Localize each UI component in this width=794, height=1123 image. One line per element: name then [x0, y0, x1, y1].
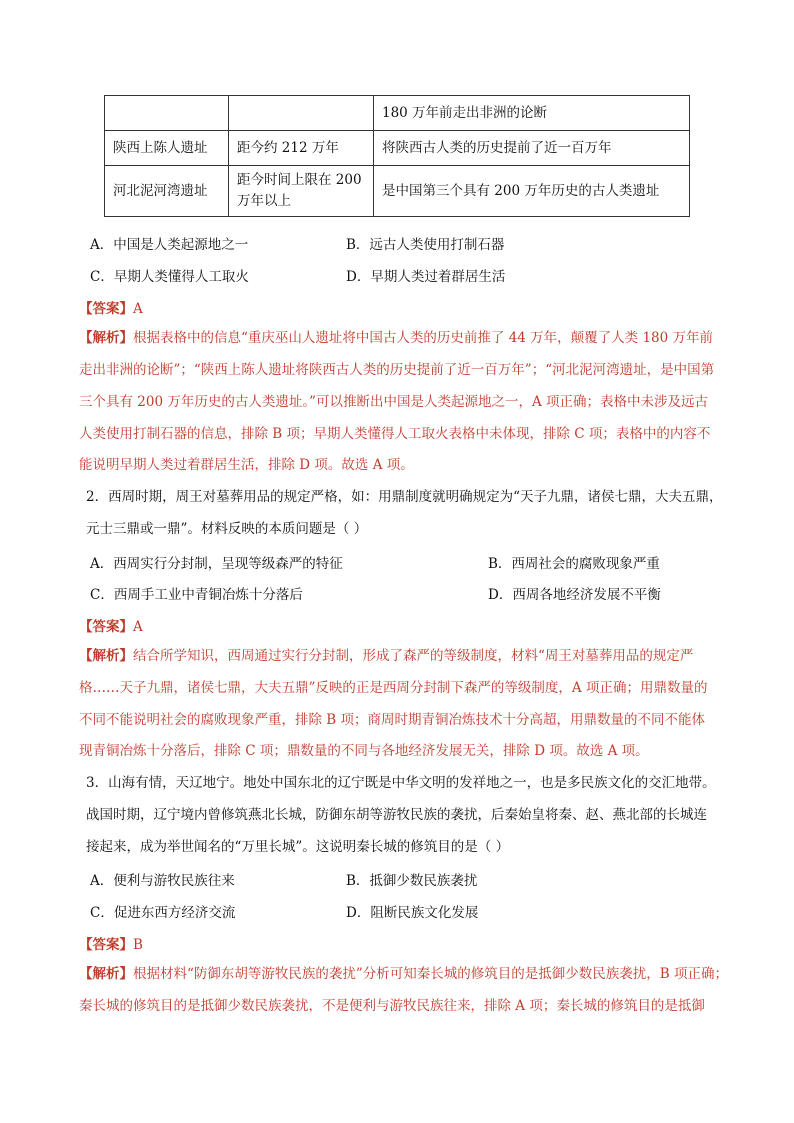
table-row — [105, 166, 690, 217]
q1-analysis-line: 人类使用打制石器的信息，排除 B 项；早期人类懂得人工取火表格中未体现，排除 C 项；表格中的内容不 — [79, 426, 711, 442]
analysis-tag: 【解析】 — [79, 966, 133, 982]
q2-analysis-line: 现青铜冶炼十分落后，排除 C 项；鼎数量的不同与各地经济发展无关，排除 D 项。故选 A 项。 — [79, 743, 649, 759]
table-row — [105, 96, 690, 131]
q3-analysis-line: 秦长城的修筑目的是抵御少数民族袭扰，不是便利与游牧民族往来，排除 A 项；秦长城的修筑目的是抵御 — [79, 998, 705, 1014]
q2-option-c: C．西周手工业中青铜冶炼十分落后 — [90, 587, 303, 603]
table-cell: 距今时间上限在 200 万年以上 — [229, 166, 374, 217]
table-cell: 180 万年前走出非洲的论断 — [374, 96, 690, 131]
q2-answer — [79, 615, 143, 635]
q3-stem-line: 接起来，成为举世闻名的“万里长城”。这说明秦长城的修筑目的是（ ） — [86, 839, 510, 855]
q1-analysis-line — [79, 328, 725, 349]
q3-answer — [79, 933, 143, 953]
answer-tag: 【答案】 — [79, 619, 133, 635]
q3-stem-line: 战国时期，辽宁境内曾修筑燕北长城，防御东胡等游牧民族的袭扰，后秦始皇将秦、赵、燕北部的长城连 — [86, 807, 707, 823]
table-cell — [105, 96, 229, 131]
q2-option-b: B．西周社会的腐败现象严重 — [488, 556, 660, 572]
answer-value: A — [133, 301, 143, 317]
q1-analysis-line: 能说明早期人类过着群居生活，排除 D 项。故选 A 项。 — [79, 457, 414, 473]
q1-option-c: C．早期人类懂得人工取火 — [90, 269, 249, 285]
table-cell: 陕西上陈人遗址 — [105, 131, 229, 166]
q3-option-b: B．抵御少数民族袭扰 — [346, 873, 478, 889]
analysis-tag: 【解析】 — [79, 648, 133, 664]
analysis-text: 结合所学知识，西周通过实行分封制，形成了森严的等级制度，材料“周王对墓葬用品的规定严 — [133, 648, 694, 664]
q2-analysis-line — [79, 646, 725, 667]
q1-option-b: B．远古人类使用打制石器 — [346, 237, 505, 253]
q2-analysis-line: 格……天子九鼎，诸侯七鼎，大夫五鼎”反映的正是西周分封制下森严的等级制度，A 项正确；用鼎数量的 — [79, 680, 708, 696]
q1-answer — [79, 297, 143, 317]
table-cell: 是中国第三个具有 200 万年历史的古人类遗址 — [374, 166, 690, 217]
q2-analysis-line: 不同不能说明社会的腐败现象严重，排除 B 项；商周时期青铜冶炼技术十分高超，用鼎数量的不同不能体 — [79, 712, 706, 728]
site-info-table — [104, 95, 690, 217]
q2-stem-line: 2．西周时期，周王对墓葬用品的规定严格，如：用鼎制度就明确规定为“天子九鼎，诸侯七鼎，大夫五鼎， — [86, 489, 723, 505]
q1-analysis-line: 三个具有 200 万年历史的古人类遗址。”可以推断出中国是人类起源地之一，A 项正确；表格中未涉及远古 — [79, 394, 709, 410]
q2-option-d: D．西周各地经济发展不平衡 — [488, 587, 661, 603]
q3-option-c: C．促进东西方经济交流 — [90, 905, 236, 921]
q2-stem-line: 元士三鼎或一鼎”。材料反映的本质问题是（ ） — [86, 521, 368, 537]
table-cell: 距今约 212 万年 — [229, 131, 374, 166]
table-row — [105, 131, 690, 166]
analysis-text: 根据材料“防御东胡等游牧民族的袭扰”分析可知秦长城的修筑目的是抵御少数民族袭扰，B 项正确； — [133, 966, 729, 982]
answer-tag: 【答案】 — [79, 937, 133, 953]
q3-stem-line: 3．山海有情，天辽地宁。地处中国东北的辽宁既是中华文明的发祥地之一，也是多民族文化的交汇地带。 — [86, 775, 716, 791]
table-cell: 将陕西古人类的历史提前了近一百万年 — [374, 131, 690, 166]
q1-option-a: A．中国是人类起源地之一 — [90, 237, 249, 253]
q3-option-d: D．阻断民族文化发展 — [346, 905, 479, 921]
analysis-text: 根据表格中的信息“重庆巫山人遗址将中国古人类的历史前推了 44 万年，颠覆了人类 180 万年前 — [133, 330, 714, 346]
answer-value: B — [133, 937, 143, 953]
answer-tag: 【答案】 — [79, 301, 133, 317]
answer-value: A — [133, 619, 143, 635]
q1-option-d: D．早期人类过着群居生活 — [346, 269, 506, 285]
q3-analysis-line — [79, 964, 729, 985]
table-cell — [229, 96, 374, 131]
analysis-tag: 【解析】 — [79, 330, 133, 346]
q3-option-a: A．便利与游牧民族往来 — [90, 873, 235, 889]
table-cell: 河北泥河湾遗址 — [105, 166, 229, 217]
q1-analysis-line: 走出非洲的论断”；“陕西上陈人遗址将陕西古人类的历史提前了近一百万年”；“河北泥河湾遗址，是中国第 — [79, 362, 715, 378]
q2-option-a: A．西周实行分封制，呈现等级森严的特征 — [90, 556, 343, 572]
